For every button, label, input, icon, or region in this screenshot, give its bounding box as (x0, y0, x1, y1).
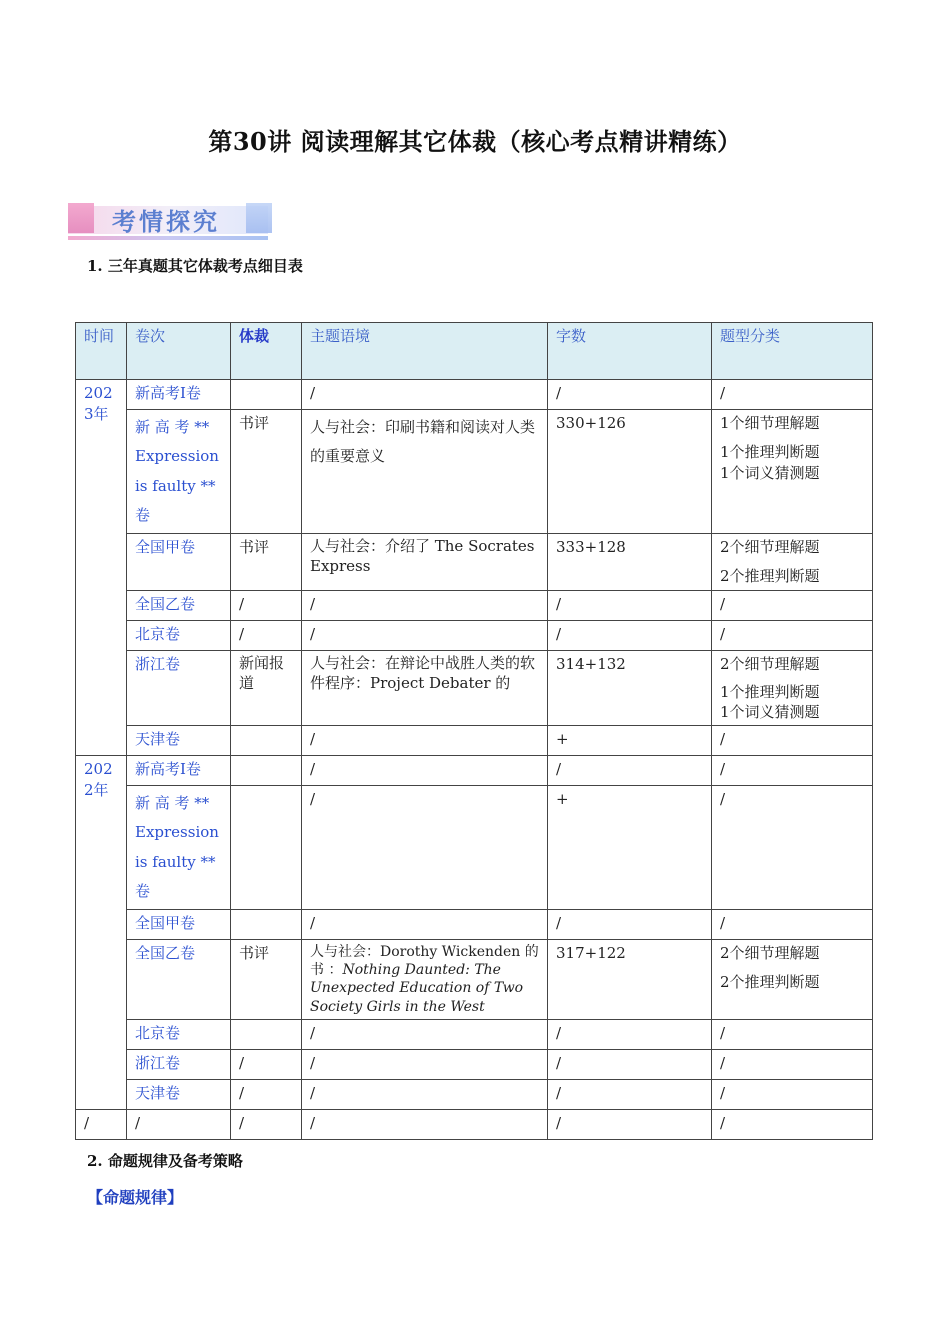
theme-cell: / (302, 1079, 548, 1109)
year-cell-2023: 2023年 (76, 380, 127, 756)
last-cell: / (127, 1109, 231, 1139)
paper-cell: 新 高 考 ** Expression is faulty ** 卷 (127, 410, 231, 534)
words-cell: + (548, 726, 712, 756)
paper-cell: 新 高 考 ** Expression is faulty ** 卷 (127, 786, 231, 910)
types-cell: / (712, 726, 873, 756)
theme-cell: / (302, 1049, 548, 1079)
table-row (76, 651, 873, 726)
banner-left-square (68, 203, 94, 233)
theme-cell: / (302, 621, 548, 651)
table-row (76, 786, 873, 910)
last-cell: / (712, 1109, 873, 1139)
table-row (76, 910, 873, 940)
paper-cell: 北京卷 (127, 621, 231, 651)
types-cell: / (712, 1049, 873, 1079)
type-line: 1个词义猜测题 (720, 702, 820, 721)
words-cell: / (548, 1019, 712, 1049)
genre-cell: / (231, 1079, 302, 1109)
table-row (76, 534, 873, 591)
types-cell: / (712, 756, 873, 786)
banner-text: 考情探究 (112, 208, 220, 236)
paper-cell: 天津卷 (127, 1079, 231, 1109)
genre-cell: / (231, 621, 302, 651)
genre-cell: 书评 (231, 940, 302, 1020)
theme-cell: / (302, 910, 548, 940)
theme-cell: / (302, 1019, 548, 1049)
header-paper: 卷次 (127, 323, 231, 380)
words-cell: / (548, 621, 712, 651)
types-cell (712, 940, 873, 1020)
table-row (76, 1019, 873, 1049)
theme-cell: 人与社会：在辩论中战胜人类的软件程序：Project Debater 的 (302, 651, 548, 726)
header-types: 题型分类 (712, 323, 873, 380)
table-row (76, 756, 873, 786)
paper-cell: 全国乙卷 (127, 591, 231, 621)
genre-cell (231, 380, 302, 410)
words-cell: 333+128 (548, 534, 712, 591)
words-cell: / (548, 591, 712, 621)
type-line: 2个细节理解题 (720, 655, 820, 673)
paper-cell: 全国甲卷 (127, 534, 231, 591)
theme-cell: / (302, 756, 548, 786)
section-banner (68, 200, 274, 242)
words-cell: + (548, 786, 712, 910)
type-line: 1个推理判断题 (720, 683, 820, 701)
table-row (76, 1109, 873, 1139)
paper-cell: 全国乙卷 (127, 940, 231, 1020)
type-line: 1个词义猜测题 (720, 464, 820, 482)
theme-cell: / (302, 786, 548, 910)
last-cell: / (302, 1109, 548, 1139)
genre-cell (231, 726, 302, 756)
paper-cell: 浙江卷 (127, 1049, 231, 1079)
section2-subheading: 【命题规律】 (87, 1188, 184, 1207)
words-cell: 317+122 (548, 940, 712, 1020)
theme-cell: 人与社会：印刷书籍和阅读对人类的重要意义 (302, 410, 548, 534)
table-header-row (76, 323, 873, 380)
section1-heading: 1. 三年真题其它体裁考点细目表 (87, 257, 303, 275)
table-row (76, 410, 873, 534)
type-line: 1个推理判断题 (720, 443, 820, 461)
words-cell: / (548, 756, 712, 786)
types-cell (712, 410, 873, 534)
words-cell: 330+126 (548, 410, 712, 534)
paper-cell: 天津卷 (127, 726, 231, 756)
types-cell: / (712, 1079, 873, 1109)
table-row (76, 621, 873, 651)
genre-cell: / (231, 1049, 302, 1079)
paper-cell: 浙江卷 (127, 651, 231, 726)
types-cell: / (712, 910, 873, 940)
genre-cell: / (231, 591, 302, 621)
paper-cell: 新高考I卷 (127, 756, 231, 786)
section2-heading: 2. 命题规律及备考策略 (87, 1152, 243, 1170)
table-row (76, 1049, 873, 1079)
words-cell: / (548, 1049, 712, 1079)
header-words: 字数 (548, 323, 712, 380)
types-cell: / (712, 380, 873, 410)
types-cell (712, 651, 873, 726)
theme-prefix: 人与社会：Dorothy Wickenden 的书 ： (310, 944, 539, 979)
types-cell: / (712, 591, 873, 621)
theme-cell (302, 940, 548, 1020)
banner-right-square (246, 203, 272, 233)
words-cell: / (548, 1079, 712, 1109)
type-line: 2个细节理解题 (720, 944, 820, 962)
genre-cell (231, 786, 302, 910)
last-cell: / (231, 1109, 302, 1139)
theme-cell: / (302, 380, 548, 410)
table-row (76, 591, 873, 621)
types-cell: / (712, 786, 873, 910)
type-line: 2个推理判断题 (720, 973, 820, 991)
book-title: Nothing Daunted: The Unexpected Education of Two Society Girls in the West (310, 962, 524, 1015)
exam-table (75, 322, 873, 1140)
table-row (76, 726, 873, 756)
paper-cell: 全国甲卷 (127, 910, 231, 940)
genre-cell (231, 756, 302, 786)
types-cell: / (712, 1019, 873, 1049)
year-cell-2022: 2022年 (76, 756, 127, 1110)
type-line: 2个推理判断题 (720, 567, 820, 585)
paper-cell: 北京卷 (127, 1019, 231, 1049)
paper-cell: 新高考I卷 (127, 380, 231, 410)
type-line: 1个细节理解题 (720, 414, 820, 432)
genre-cell (231, 910, 302, 940)
table-row (76, 1079, 873, 1109)
words-cell: / (548, 380, 712, 410)
header-genre: 体裁 (231, 323, 302, 380)
genre-cell (231, 1019, 302, 1049)
genre-cell: 书评 (231, 410, 302, 534)
header-theme: 主题语境 (302, 323, 548, 380)
table-row (76, 380, 873, 410)
genre-cell: 书评 (231, 534, 302, 591)
header-time: 时间 (76, 323, 127, 380)
types-cell (712, 534, 873, 591)
words-cell: 314+132 (548, 651, 712, 726)
genre-cell: 新闻报道 (231, 651, 302, 726)
last-cell: / (76, 1109, 127, 1139)
page-title: 第30讲 阅读理解其它体裁（核心考点精讲精练） (208, 127, 742, 156)
types-cell: / (712, 621, 873, 651)
words-cell: / (548, 910, 712, 940)
theme-cell: 人与社会：介绍了 The Socrates Express (302, 534, 548, 591)
theme-cell: / (302, 591, 548, 621)
type-line: 2个细节理解题 (720, 538, 820, 556)
theme-cell: / (302, 726, 548, 756)
last-cell: / (548, 1109, 712, 1139)
table-row (76, 940, 873, 1020)
